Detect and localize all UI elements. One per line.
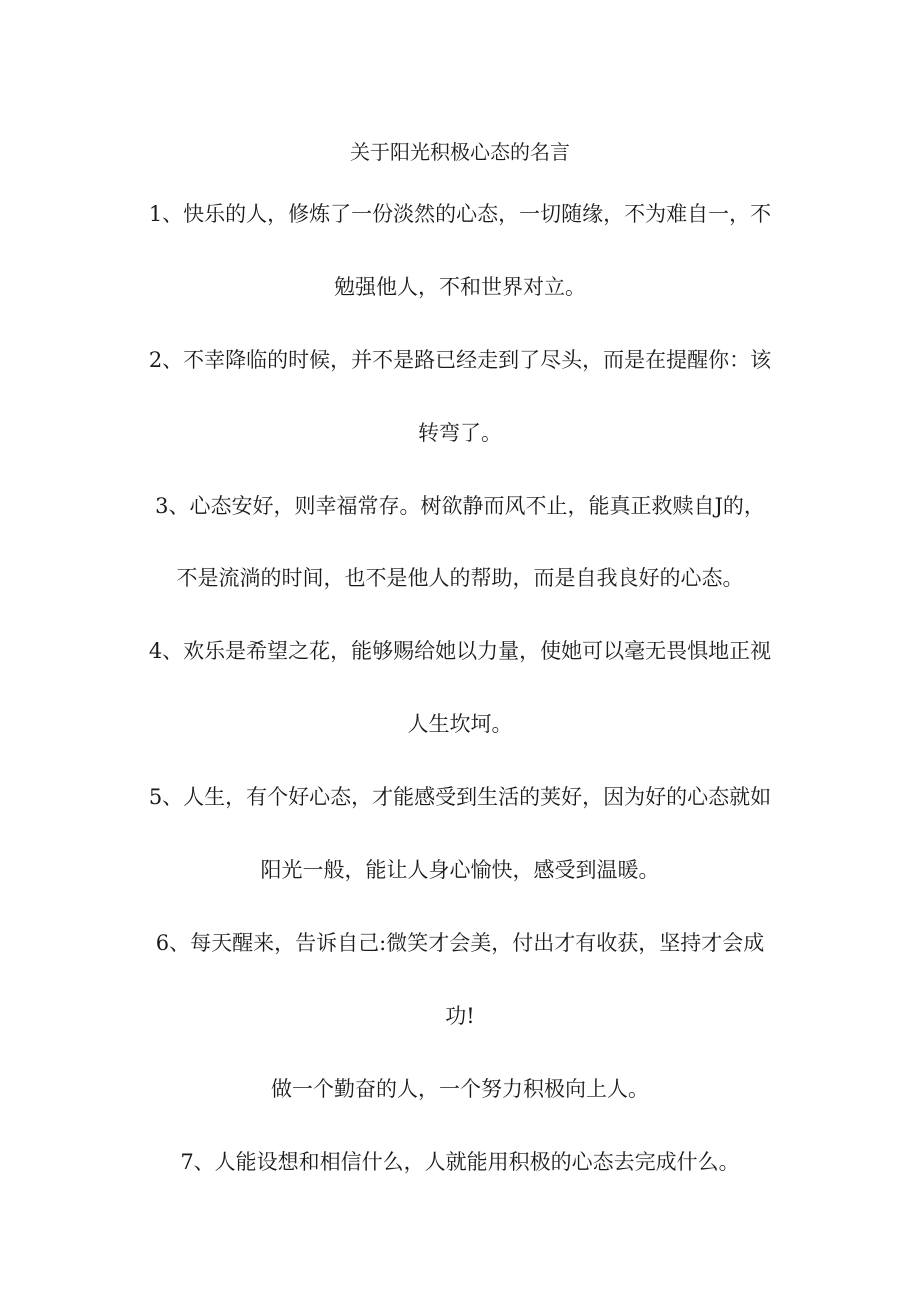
quote-4-line-2: 人生坎坷。 — [407, 712, 513, 736]
quote-5-line-2: 阳光一般，能让人身心愉快，感受到温暖。 — [260, 858, 660, 882]
quote-1-line-1: 1、快乐的人，修炼了一份淡然的心态，一切随缘，不为难自一，不 — [148, 202, 772, 226]
quote-6-line-2: 功! — [445, 1004, 475, 1028]
quote-1-line-2: 勉强他人，不和世界对立。 — [334, 275, 586, 299]
document-title: 关于阳光积极心态的名言 — [350, 140, 570, 164]
quote-6-line-3: 做一个勤奋的人，一个努力积极向上人。 — [271, 1077, 649, 1101]
quote-2-line-2: 转弯了。 — [418, 421, 502, 445]
quote-4-line-1: 4、欢乐是希望之花，能够赐给她以力量，使她可以毫无畏惧地正视 — [148, 639, 772, 663]
quote-3-line-1: 3、心态安好，则幸福常存。树欲静而风不止，能真正救赎自J的， — [155, 494, 765, 518]
quote-6-line-1: 6、每天醒来，告诉自己:微笑才会美，付出才有收获，坚持才会成 — [155, 931, 765, 955]
quote-2-line-1: 2、不幸降临的时候，并不是路已经走到了尽头，而是在提醒你：该 — [148, 348, 772, 372]
quote-5-line-1: 5、人生，有个好心态，才能感受到生活的荚好，因为好的心态就如 — [148, 785, 772, 809]
quote-3-line-2: 不是流淌的时间，也不是他人的帮助，而是自我良好的心态。 — [176, 566, 744, 590]
quote-7-line-1: 7、人能设想和相信什么，人就能用积极的心态去完成什么。 — [180, 1150, 740, 1174]
